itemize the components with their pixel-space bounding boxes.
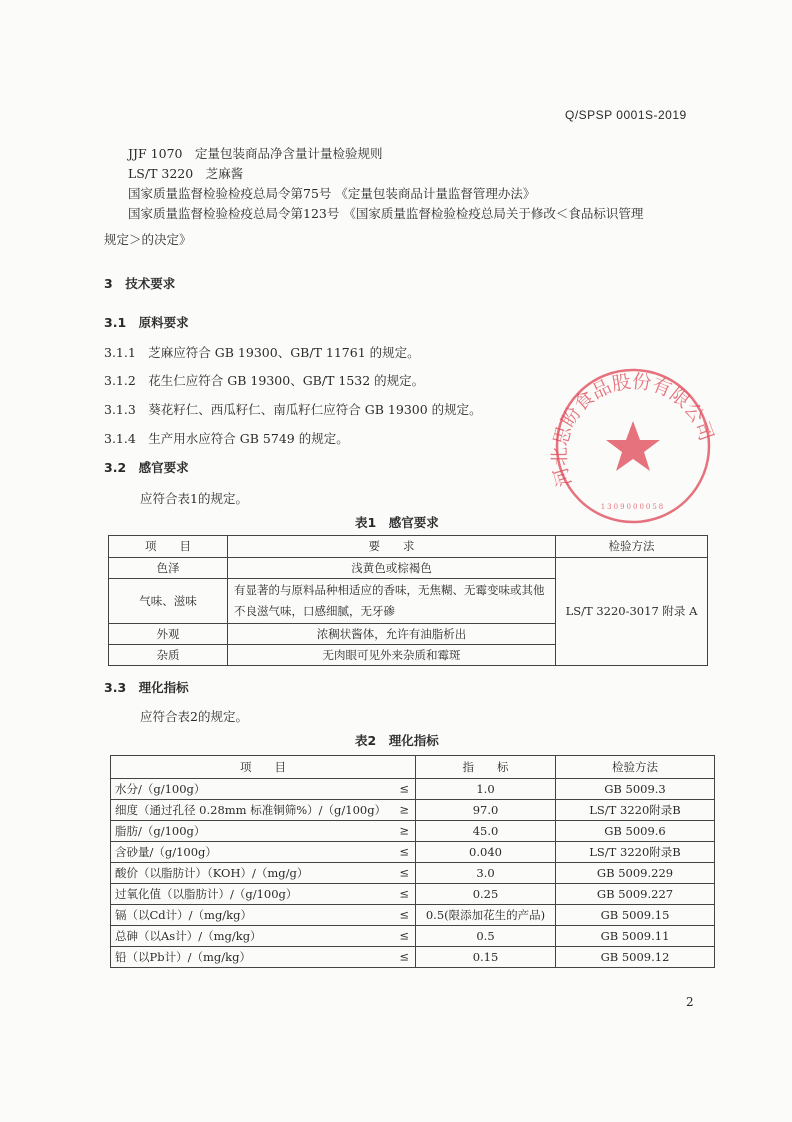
reference-line: 国家质量监督检验检疫总局令第75号 《定量包装商品计量监督管理办法》	[128, 186, 536, 201]
method-cell: GB 5009.229	[556, 863, 715, 884]
method-cell: LS/T 3220-3017 附录 A	[556, 558, 708, 666]
section-heading-3-1: 3.1 原料要求	[104, 315, 189, 330]
item-cell: 杂质	[109, 645, 228, 666]
table-row	[111, 947, 715, 968]
method-cell: GB 5009.6	[556, 821, 715, 842]
item-cell	[111, 842, 416, 863]
document-code: Q/SPSP 0001S-2019	[565, 108, 687, 122]
item-cell	[111, 905, 416, 926]
value-cell: 45.0	[416, 821, 556, 842]
comparison-symbol: ≤	[399, 907, 409, 922]
section-heading-3-3: 3.3 理化指标	[104, 680, 189, 695]
comparison-symbol: ≥	[399, 802, 409, 817]
header-cell: 项 目	[111, 756, 416, 779]
item-cell	[111, 947, 416, 968]
item-cell: 色泽	[109, 558, 228, 579]
item-cell	[111, 863, 416, 884]
comparison-symbol: ≤	[399, 928, 409, 943]
clause-3-1-3: 3.1.3 葵花籽仁、西瓜籽仁、南瓜籽仁应符合 GB 19300 的规定。	[104, 402, 482, 417]
seal-number: 1309000058	[600, 503, 666, 511]
reference-line: LS/T 3220 芝麻酱	[128, 166, 244, 181]
seal-text: 河北思盼食品股份有限公司	[548, 370, 718, 490]
table-row	[111, 884, 715, 905]
comparison-symbol: ≤	[399, 865, 409, 880]
company-seal	[540, 366, 726, 526]
section-heading-3-2: 3.2 感官要求	[104, 460, 189, 475]
section-heading-3: 3 技术要求	[104, 276, 176, 291]
value-cell: 0.15	[416, 947, 556, 968]
comparison-symbol: ≥	[399, 823, 409, 838]
requirement-cell: 无肉眼可见外来杂质和霉斑	[228, 645, 556, 666]
value-cell: 0.5(限添加花生的产品)	[416, 905, 556, 926]
method-cell: GB 5009.3	[556, 779, 715, 800]
comparison-symbol: ≤	[399, 844, 409, 859]
value-cell: 0.25	[416, 884, 556, 905]
paragraph: 应符合表1的规定。	[140, 491, 248, 506]
value-cell: 0.5	[416, 926, 556, 947]
sensory-requirements-table	[108, 535, 708, 666]
table1-title: 表1 感官要求	[355, 515, 439, 530]
method-cell: LS/T 3220附录B	[556, 842, 715, 863]
header-cell: 检验方法	[556, 756, 715, 779]
method-cell: GB 5009.11	[556, 926, 715, 947]
table-header-row	[109, 536, 708, 558]
header-cell: 检验方法	[556, 536, 708, 558]
item-label: 细度（通过孔径 0.28mm 标准铜筛%）/（g/100g）	[115, 802, 387, 817]
item-cell	[111, 884, 416, 905]
value-cell: 0.040	[416, 842, 556, 863]
item-label: 总砷（以As计）/（mg/kg）	[115, 928, 262, 943]
value-cell: 1.0	[416, 779, 556, 800]
clause-3-1-1: 3.1.1 芝麻应符合 GB 19300、GB/T 11761 的规定。	[104, 345, 420, 360]
header-cell: 要 求	[228, 536, 556, 558]
item-cell	[111, 800, 416, 821]
table2-title: 表2 理化指标	[355, 733, 439, 748]
requirement-cell: 浅黄色或棕褐色	[228, 558, 556, 579]
paragraph: 应符合表2的规定。	[140, 709, 248, 724]
method-cell: GB 5009.227	[556, 884, 715, 905]
reference-line: 国家质量监督检验检疫总局令第123号 《国家质量监督检验检疫总局关于修改＜食品标识管理	[128, 206, 644, 221]
item-cell: 外观	[109, 624, 228, 645]
reference-line: 规定＞的决定》	[104, 232, 192, 247]
table-row	[109, 558, 708, 579]
item-label: 脂肪/（g/100g）	[115, 823, 206, 838]
method-cell: GB 5009.15	[556, 905, 715, 926]
comparison-symbol: ≤	[399, 886, 409, 901]
table-row	[111, 842, 715, 863]
physicochemical-indicators-table	[110, 755, 715, 968]
value-cell: 3.0	[416, 863, 556, 884]
table-row	[111, 926, 715, 947]
table-row	[111, 863, 715, 884]
item-label: 含砂量/（g/100g）	[115, 844, 217, 859]
reference-line: JJF 1070 定量包装商品净含量计量检验规则	[128, 146, 383, 161]
item-cell	[111, 926, 416, 947]
item-label: 镉（以Cd计）/（mg/kg）	[115, 907, 253, 922]
header-cell: 指 标	[416, 756, 556, 779]
method-cell: GB 5009.12	[556, 947, 715, 968]
header-cell: 项 目	[109, 536, 228, 558]
requirement-cell: 浓稠状酱体，允许有油脂析出	[228, 624, 556, 645]
item-label: 酸价（以脂肪计）（KOH）/（mg/g）	[115, 865, 309, 880]
comparison-symbol: ≤	[399, 781, 409, 796]
item-cell	[111, 779, 416, 800]
item-label: 过氧化值（以脂肪计）/（g/100g）	[115, 886, 298, 901]
comparison-symbol: ≤	[399, 949, 409, 964]
clause-3-1-4: 3.1.4 生产用水应符合 GB 5749 的规定。	[104, 431, 349, 446]
item-label: 铅（以Pb计）/（mg/kg）	[115, 949, 251, 964]
table-row	[111, 779, 715, 800]
table-row	[111, 905, 715, 926]
table-row	[111, 800, 715, 821]
value-cell: 97.0	[416, 800, 556, 821]
item-cell: 气味、滋味	[109, 579, 228, 624]
clause-3-1-2: 3.1.2 花生仁应符合 GB 19300、GB/T 1532 的规定。	[104, 373, 425, 388]
method-cell: LS/T 3220附录B	[556, 800, 715, 821]
table-header-row	[111, 756, 715, 779]
table-row	[111, 821, 715, 842]
page-number: 2	[686, 995, 694, 1009]
star-icon	[606, 421, 660, 471]
item-label: 水分/（g/100g）	[115, 781, 206, 796]
item-cell	[111, 821, 416, 842]
svg-text:河北思盼食品股份有限公司	[549, 371, 717, 490]
requirement-cell: 有显著的与原料品种相适应的香味，无焦糊、无霉变味或其他不良滋气味，口感细腻，无牙碜	[228, 579, 556, 624]
